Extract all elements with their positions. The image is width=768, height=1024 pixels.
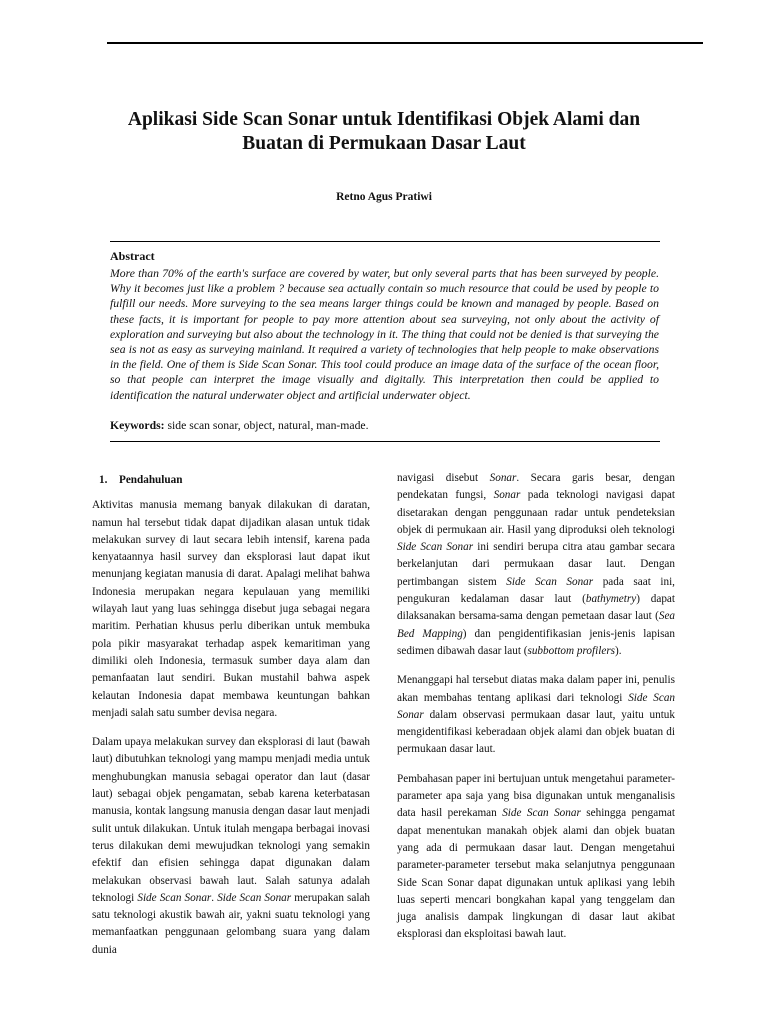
section-title: Pendahuluan [119, 474, 183, 486]
author-name: Retno Agus Pratiwi [336, 191, 432, 203]
paragraph: Menanggapi hal tersebut diatas maka dalam paper ini, penulis akan membahas tentang aplikasi dari teknologi Side Scan Sonar dalam observasi permukaan dasar laut, yaitu untuk mengidentifikasi keberadaan objek alami dan objek buatan di permukaan dasar laut. [397, 674, 676, 756]
paragraph: navigasi disebut Sonar. Secara garis besar, dengan pendekatan fungsi, Sonar pada teknologi navigasi dapat disetarakan dengan penggunaan radar untuk pendeteksian objek di permukaan air. Hasil yang diproduksi oleh teknologi Side Scan Sonar ini sendiri berupa citra atau gambar secara berkelanjutan dari permukaan dasar laut. Dengan pertimbangan sistem Side Scan Sonar pada saat ini, pengukuran kedalaman dasar laut (bathymetry) dapat dilaksanakan bersama-sama dengan pemetaan dasar laut (Sea Bed Mapping) dan pengidentifikasian jenis-jenis lapisan sedimen dibawah dasar laut (subbottom profilers). [397, 472, 676, 657]
keywords-text: side scan sonar, object, natural, man-made. [167, 419, 369, 432]
abstract-heading: Abstract [110, 249, 155, 263]
abstract-text: More than 70% of the earth's surface are covered by water, but only several parts that has been surveyed by people. Why it becomes just like a problem ? because sea actually contain so much resource that could be used by people to fulfill our needs. More surveying to the sea means larger things could be known and managed by people. Based on these facts, it is important for people to pay more attention about sea surveying, not only about the activity of exploration and surveying but also about the technology in it. The thing that could not be denied is that surveying the sea is not as easy as surveying mainland. It required a variety of technologies that help people to make observations in the field. One of them is Side Scan Sonar. This tool could produce an image data of the surface of the ocean floor, so that people can interpret the image visually and digitally. This interpretation then could be applied to identification the natural underwater object and artificial underwater object. [110, 267, 659, 402]
section-number: 1. [99, 474, 108, 486]
header-rule [107, 42, 703, 44]
paragraph: Pembahasan paper ini bertujuan untuk mengetahui parameter-parameter apa saja yang bisa digunakan untuk menganalisis data hasil perekaman Side Scan Sonar sehingga pengamat dapat menentukan manakah objek alami dan objek buatan yang ada di permukaan dasar laut. Dengan mengetahui parameter-parameter tersebut maka selanjutnya penggunaan Side Scan Sonar dapat digunakan untuk aplikasi yang lebih luas seperti mencari bongkahan kapal yang tenggelam dan juga analisis dampak lingkungan di dasar laut akibat eksplorasi dan eksploitasi bawah laut. [397, 772, 675, 941]
keywords-label: Keywords: [110, 419, 165, 432]
abstract-bottom-rule [110, 441, 660, 442]
keywords-line [110, 419, 659, 432]
right-column [397, 470, 675, 956]
left-column [92, 472, 370, 971]
section-heading [92, 472, 370, 489]
paragraph: Aktivitas manusia memang banyak dilakukan di daratan, namun hal tersebut tidak dapat dijadikan alasan untuk tidak melakukan survey di laut secara lebih intensif, karena pada kenyataannya hasil survey dan eksplorasi laut dapat ikut menunjang kegiatan manusia di darat. Apalagi melihat bahwa Indonesia merupakan negara kepulauan yang memiliki wilayah laut yang luas sehingga disebut juga sebagai negara maritim. Perhatian khusus perlu diberikan untuk membuka pola pikir masyarakat terhadap aspek kemaritiman yang dimiliki oleh Indonesia, termasuk sumber daya alam dan pemanfaatan laut sendiri. Bukan mustahil bahwa aspek kelautan Indonesia dapat membawa keuntungan bahkan menjadi salah satu sumber devisa negara. [92, 499, 370, 719]
abstract-top-rule [110, 241, 660, 242]
paper-title: Aplikasi Side Scan Sonar untuk Identifikasi Objek Alami dan Buatan di Permukaan Dasar Laut [127, 109, 641, 154]
paragraph: Dalam upaya melakukan survey dan eksplorasi di laut (bawah laut) dibutuhkan teknologi yang mampu menjadi media untuk menghubungkan manusia sebagai operator dan laut (dasar laut) sebagai objek pengamatan, sebab karena keterbatasan manusia, kontak langsung manusia dengan dasar laut menjadi sulit untuk dilakukan. Untuk itulah mengapa berbagai inovasi terus dilakukan demi mewujudkan teknologi yang semakin efektif dan efisien sehingga dapat digunakan dalam melakukan observasi bawah laut. Salah satunya adalah teknologi Side Scan Sonar. Side Scan Sonar merupakan salah satu teknologi akustik bawah air, yakni suatu teknologi yang memanfaatkan penggunaan gelombang suara yang dalam dunia [92, 736, 370, 956]
